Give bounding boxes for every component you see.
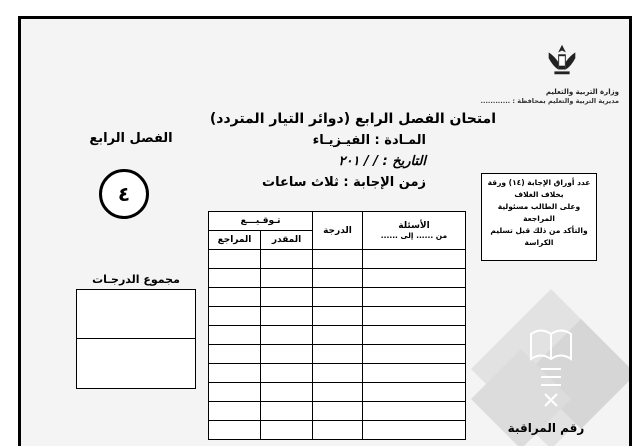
chapter-number-circle bbox=[99, 169, 149, 219]
exam-cover-sheet bbox=[18, 16, 632, 446]
table-row[interactable] bbox=[209, 250, 466, 269]
answer-sheets-notice bbox=[481, 173, 597, 261]
grader-header: المقدر bbox=[261, 231, 313, 250]
questions-header-cell bbox=[363, 212, 466, 250]
score-header: الدرجة bbox=[313, 212, 363, 250]
table-row[interactable] bbox=[209, 307, 466, 326]
total-grades-box[interactable] bbox=[76, 289, 196, 389]
ministry-name: وزارة التربية والتعليم bbox=[545, 88, 619, 96]
table-row[interactable] bbox=[209, 288, 466, 307]
notice-line: بخلاف الغلاف bbox=[514, 190, 564, 199]
table-row[interactable] bbox=[209, 402, 466, 421]
reviewer-header: المراجع bbox=[209, 231, 261, 250]
table-row[interactable] bbox=[209, 345, 466, 364]
table-row[interactable] bbox=[209, 326, 466, 345]
notice-line: وعلى الطالب مسئولية المراجعة bbox=[497, 202, 581, 223]
table-row[interactable] bbox=[209, 269, 466, 288]
signature-header: تـوقـيـــع bbox=[209, 212, 313, 231]
questions-range: من ...... إلى ...... bbox=[380, 231, 448, 240]
questions-header: الأسئلة bbox=[398, 221, 430, 231]
subject-line: المـادة : الفيـزيـاء bbox=[312, 133, 426, 148]
directorate-line: مديرية التربية والتعليم بمحافظة : ............ bbox=[480, 97, 619, 105]
grades-table bbox=[208, 211, 466, 440]
notice-line: والتأكد من ذلك قبل تسليم الكراسة bbox=[490, 226, 588, 247]
total-grade-field[interactable] bbox=[77, 339, 195, 388]
table-row[interactable] bbox=[209, 383, 466, 402]
duration-line: زمن الإجابة : ثلاث ساعات bbox=[262, 175, 426, 190]
chapter-label: الفصل الرابع bbox=[89, 131, 173, 146]
total-grades-label: مجموع الدرجـات bbox=[92, 273, 180, 286]
total-grade-field[interactable] bbox=[77, 290, 195, 339]
monitor-number-label: رقم المراقبة bbox=[507, 421, 585, 435]
table-row[interactable] bbox=[209, 421, 466, 440]
eagle-emblem-icon bbox=[543, 41, 581, 79]
table-row[interactable] bbox=[209, 364, 466, 383]
notice-line: عدد أوراق الإجابة (١٤) ورقة bbox=[487, 178, 591, 187]
chapter-number: ٤ bbox=[117, 182, 131, 206]
date-line: التاريخ : / / ٢٠١ bbox=[338, 154, 426, 169]
exam-title: امتحان الفصل الرابع (دوائر التيار المتردد) bbox=[209, 111, 496, 127]
